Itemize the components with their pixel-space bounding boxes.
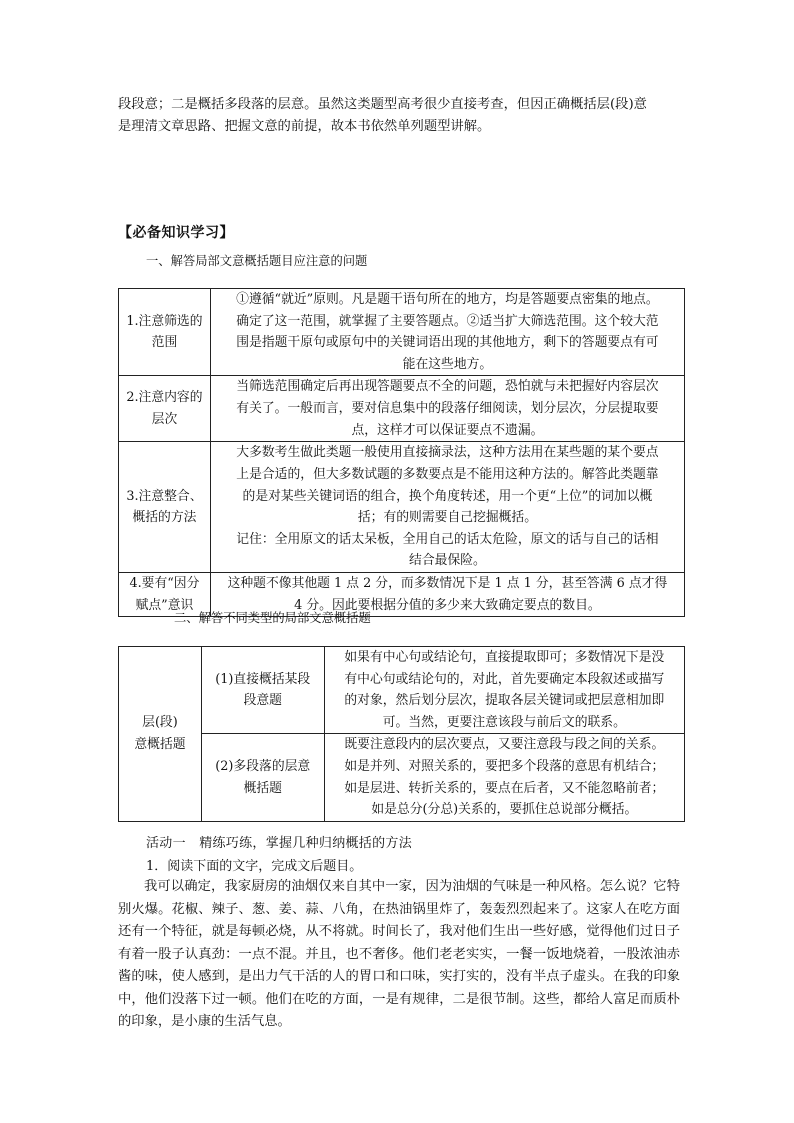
passage-text: 我可以确定，我家厨房的油烟仅来自其中一家，因为油烟的气味是一种风格。怎么说？它特别火爆。花椒、辣子、葱、姜、蒜、八角，在热油锅里炸了，轰轰烈烈起来了。这家人在吃方面还有一个特征，就是每顿必烧，从不将就。时间长了，我对他们生出一些好感，觉得他们过日子有着一股子认真劲：一点不混。并且，也不奢侈。他们老老实实，一餐一饭地烧着，一股浓油赤酱的味，使人感到，是出力气干活的人的胃口和口味，实打实的，没有半点子虚头。在我的印象中，他们没落下过一顿。他们在吃的方面，一是有规律，二是很节制。这些，都给人富足而质朴的印象，是小康的生活气息。 xyxy=(118,879,680,1029)
question-prompt: 1．阅读下面的文字，完成文后题目。 xyxy=(146,859,363,874)
table-row xyxy=(119,289,685,376)
row-content: 当筛选范围确定后再出现答题要点不全的问题，恐怕就与未把握好内容层次 有关了。一般而言，要对信息集中的段落仔细阅读，划分层次，分层提取要 点，这样才可以保证要点不遗漏。 xyxy=(210,376,684,442)
row-content: ①遵循“就近”原则。凡是题干语句所在的地方，均是答题要点密集的地点。 确定了这一范围，就掌握了主要答题点。②适当扩大筛选范围。这个较大范 围是指题干原句或原句中的关键词语出现的其他地方，剩下的答题要点有可 能在这些地方。 xyxy=(210,289,684,376)
section-heading: 【必备知识学习】 xyxy=(118,225,234,241)
row-content: 既要注意段内的层次要点，又要注意段与段之间的关系。 如是并列、对照关系的，要把多个段落的意思有机结合； 如是层进、转折关系的，要点在后者，又不能忽略前者； 如是总分(分总)关系的，要抓住总说部分概括。 xyxy=(324,734,684,821)
table-row xyxy=(119,442,685,573)
subheading-1: 一、解答局部文意概括题目应注意的问题 xyxy=(146,254,368,268)
row-label: 1.注意筛选的 范围 xyxy=(119,289,211,376)
row-label: 3.注意整合、 概括的方法 xyxy=(119,442,211,573)
intro-paragraph xyxy=(118,94,678,138)
intro-line: 段段意；二是概括多段落的层意。虽然这类题型高考很少直接考查，但因正确概括层(段)意 xyxy=(118,97,647,112)
activity-heading: 活动一 精练巧练，掌握几种归纳概括的方法 xyxy=(146,836,413,851)
row-content: 大多数考生做此类题一般使用直接摘录法，这种方法用在某些题的某个要点 上是合适的，但大多数试题的多数要点是不能用这种方法的。解答此类题靠 的是对某些关键词语的组合，换个角度转述，用一个更“上位”的词加以概 括；有的则需要自己挖掘概括。 记住：全用原文的话太呆板，全用自己的话太危险，原文的话与自己的话相 结合最保险。 xyxy=(210,442,684,573)
row-label: (2)多段落的层意 概括题 xyxy=(201,734,324,821)
row-label: (1)直接概括某段 段意题 xyxy=(201,647,324,734)
types-table xyxy=(118,646,685,822)
row-content: 如果有中心句或结论句，直接提取即可；多数情况下是没 有中心句或结论句的，对此，首先要确定本段叙述或描写 的对象，然后划分层次，提取各层关键词或把层意相加即 可。当然，更要注意该段与前后文的联系。 xyxy=(324,647,684,734)
notes-table xyxy=(118,288,685,617)
subheading-2: 二、解答不同类型的局部文意概括题 xyxy=(174,611,371,625)
row-content: 这种题不像其他题 1 点 2 分，而多数情况下是 1 点 1 分，甚至答满 6 点才得 4 分。因此要根据分值的多少来大致确定要点的数目。 xyxy=(210,572,684,616)
table-row xyxy=(119,734,685,821)
reading-passage xyxy=(118,876,680,1034)
category-cell: 层(段) 意概括题 xyxy=(119,647,202,822)
row-label: 4.要有“因分 赋点”意识 xyxy=(119,572,211,616)
table-row xyxy=(119,647,685,734)
intro-line: 是理清文章思路、把握文意的前提，故本书依然单列题型讲解。 xyxy=(118,119,491,134)
row-label: 2.注意内容的 层次 xyxy=(119,376,211,442)
table-row xyxy=(119,376,685,442)
